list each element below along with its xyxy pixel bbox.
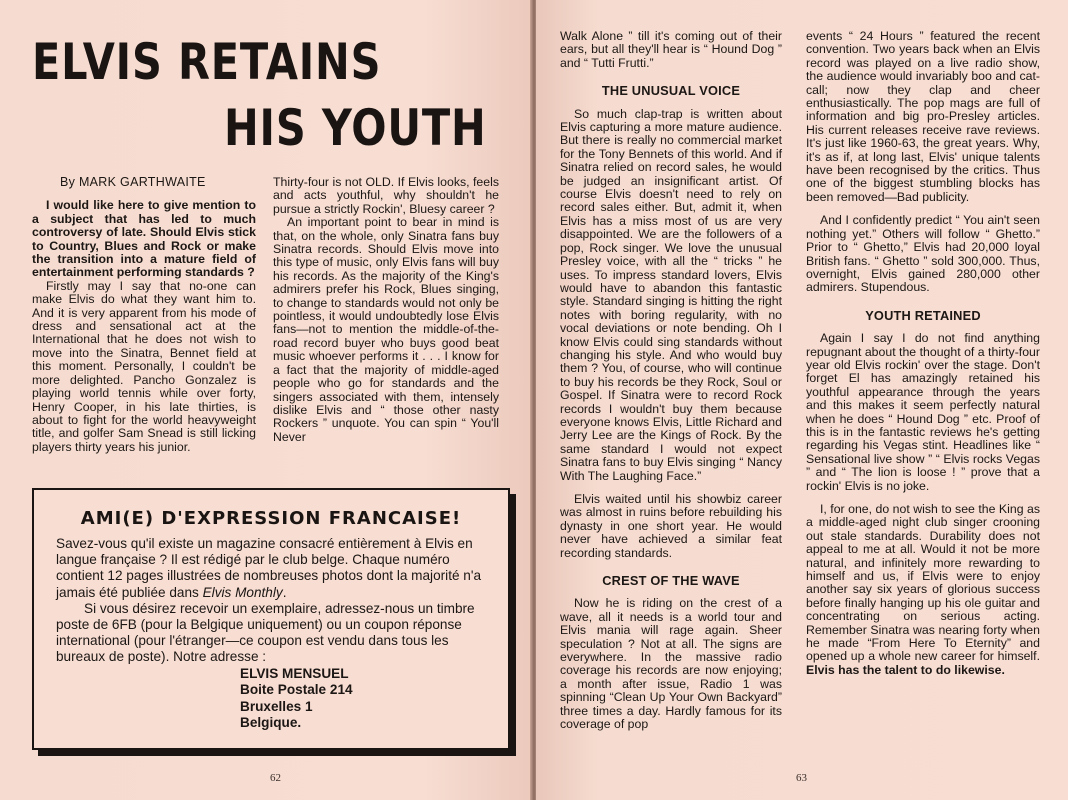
intro-paragraph: I would like here to give mention to a subject that has led to much controversy of late. Should Elvis stick to Country, Blues and Rock or make the transition into a mature field of entertainment performing standards ? — [32, 198, 256, 280]
body-text: I, for one, do not wish to see the King as a middle-aged night club singer crooning out stale standards. Durability does not appeal to me at all. Would it not be more natural, and infinitely more rewarding to himself and us, if Elvis were to enjoy another say six years of glorious success before finally hanging up his ole guitar and concentrating on serious acting. Remember Sinatra was nearing forty when he made “From Here To Eternity” and opened up a whole new career for himself. — [806, 502, 1040, 664]
subheading: THE UNUSUAL VOICE — [601, 83, 741, 99]
body-paragraph: An important point to bear in mind is that, on the whole, only Sinatra fans buy Sinatra records. Should Elvis move into this type of music, only Elvis fans will buy his records. As the majority of the King's admirers prefer his Rock, Blues singing, to change to standards would not only be pointless, it would undoubtedly lose Elvis fans—not to mention the middle-of-the-road record buyer who buys good beat music whoever performs it . . . I know for a fact that the majority of middle-aged people who go for standards and the singers associated with them, intensely dislike Elvis and “ those other nasty Rockers ” unquote. You can spin “ You'll Never — [273, 215, 499, 444]
body-paragraph: Elvis waited until his showbiz career was almost in ruins before rebuilding his dynasty in one short year. He would never have achieved a similar feat recording standards. — [560, 492, 782, 560]
advert-text: Savez-vous qu'il existe un magazine consacré entièrement à Elvis en langue française ? Il est rédigé par le club belge. Chaque numéro contient 12 pages illustrées de nombreuses photos dont la majorité n'a jamais été publiée dans — [56, 536, 482, 600]
postal-address — [240, 666, 494, 732]
right-page — [536, 0, 1068, 800]
body-paragraph: Thirty-four is not OLD. If Elvis looks, feels and acts youthful, why shouldn't he pursue a strictly Rockin', Bluesy career ? — [273, 175, 499, 216]
address-line: Bruxelles 1 — [240, 698, 313, 714]
advert-text: . — [282, 584, 287, 600]
body-paragraph: So much clap-trap is written about Elvis capturing a more mature audience. But there is really no commercial market for the Tony Bennets of this world. And if Sinatra relied on record sales, he would be judged an insignificant artist. Of course Elvis doesn't need to rely on record sales either. But, admit it, when Elvis has a miss most of us are very disappointed. We are the followers of a pop, Rock singer. We love the unusual Presley voice, with all the “ tricks ” he uses. To impress standard lovers, Elvis would have to abandon this fantastic style. Standard singing is hitting the right notes with boring regularity, with no vocal deviations or note bending. Oh I know Elvis could sing standards without changing his style. And who would buy them ? You, of course, who will continue to buy his records be they Rock, Soul or Gospel. If Sinatra were to record Rock records I wouldn't buy them because everyone knows Elvis, Little Richard and Jerry Lee are the Kings of Rock. By the same standard I would not expect Sinatra fans to buy Elvis singing “ Nancy With The Laughing Face.” — [560, 106, 782, 483]
left-column-1 — [32, 176, 256, 454]
page-number: 63 — [796, 772, 807, 784]
left-column-2 — [273, 176, 499, 444]
byline: By MARK GARTHWAITE — [60, 175, 206, 189]
headline-line-1: ELVIS RETAINS — [32, 33, 382, 91]
advert-body — [56, 536, 494, 732]
body-paragraph: events “ 24 Hours ” featured the recent convention. Two years back when an Elvis record was played on a live radio show, the audience would invariably boo and cat-call; now they clap and cheer enthusiastically. The pop mags are full of information and big pro-Presley articles. His current releases receive rave reviews. It's just like 1960-63, the great years. Why, it's as if, at long last, Elvis' unique talents have been recognised by the critics. Thus one of the biggest stumbling blocks has been removed—Bad publicity. — [806, 29, 1040, 204]
advert-paragraph-1 — [56, 536, 494, 601]
subheading: YOUTH RETAINED — [865, 307, 981, 323]
magazine-name: Elvis Monthly — [202, 584, 283, 600]
body-paragraph: Now he is riding on the crest of a wave, all it needs is a world tour and Elvis mania will rage again. Sheer speculation ? Not at all. The signs are everywhere. In the massive radio coverage his records are now enjoying; a month after issue, Radio 1 was spinning “Clean Up Your Own Backyard” three times a day. Hardly famous for its coverage of pop — [560, 596, 782, 732]
right-column-1 — [560, 30, 782, 732]
closing-bold-text: Elvis has the talent to do likewise. — [806, 662, 1005, 677]
advert-paragraph-2: Si vous désirez recevoir un exemplaire, adressez-nous un timbre poste de 6FB (pour la Belgique uniquement) ou un coupon réponse international (pour l'étranger—ce coupon est vendu dans tous les bureaux de poste). Notre adresse : — [56, 600, 475, 665]
advert-title: AMI(E) D'EXPRESSION FRANCAISE! — [80, 508, 462, 529]
address-line: ELVIS MENSUEL — [240, 665, 349, 681]
body-paragraph: And I confidently predict “ You ain't seen nothing yet.” Others will follow “ Ghetto.” Prior to “ Ghetto,” Elvis had 20,000 loyal British fans. “ Ghetto ” sold 300,000. Thus, overnight, Elvis gained 280,000 other admirers. Stupendous. — [806, 213, 1040, 295]
body-paragraph: Again I say I do not find anything repugnant about the thought of a thirty-four year old Elvis rockin' over the stage. Don't forget El has amazingly retained his youthful appearance through the years and this makes it seem perfectly natural when he does “ Hound Dog ” etc. Proof of this is in the fantastic reviews he's getting regarding his Vegas stint. Headlines like “ Sensational live show ” “ Elvis rocks Vegas ” and “ The lion is loose ! ” prove that a rockin' Elvis is no joke. — [806, 331, 1040, 493]
address-line: Belgique. — [240, 715, 302, 731]
french-club-advert-box — [32, 488, 510, 750]
left-page — [0, 0, 532, 800]
body-paragraph: Walk Alone ” till it's coming out of their ears, but all they'll hear is “ Hound Dog ” and “ Tutti Frutti.” — [560, 29, 782, 70]
address-line: Boite Postale 214 — [240, 682, 353, 698]
headline-line-2: HIS YOUTH — [224, 99, 487, 157]
right-column-2 — [806, 30, 1040, 677]
body-paragraph: Firstly may I say that no-one can make Elvis do what they want him to. And it is very apparent from his mode of dress and sensational act at the International that he does not wish to move into the Sinatra, Bennet field at this moment. Personally, I couldn't be more delighted. Pancho Gonzalez is playing world tennis while over forty, Henry Cooper, in his late thirties, is about to fight for the world heavyweight title, and golfer Sam Snead is still licking players thirty years his junior. — [32, 278, 256, 454]
body-paragraph — [806, 503, 1040, 677]
subheading: CREST OF THE WAVE — [602, 573, 740, 589]
page-number: 62 — [270, 772, 281, 784]
